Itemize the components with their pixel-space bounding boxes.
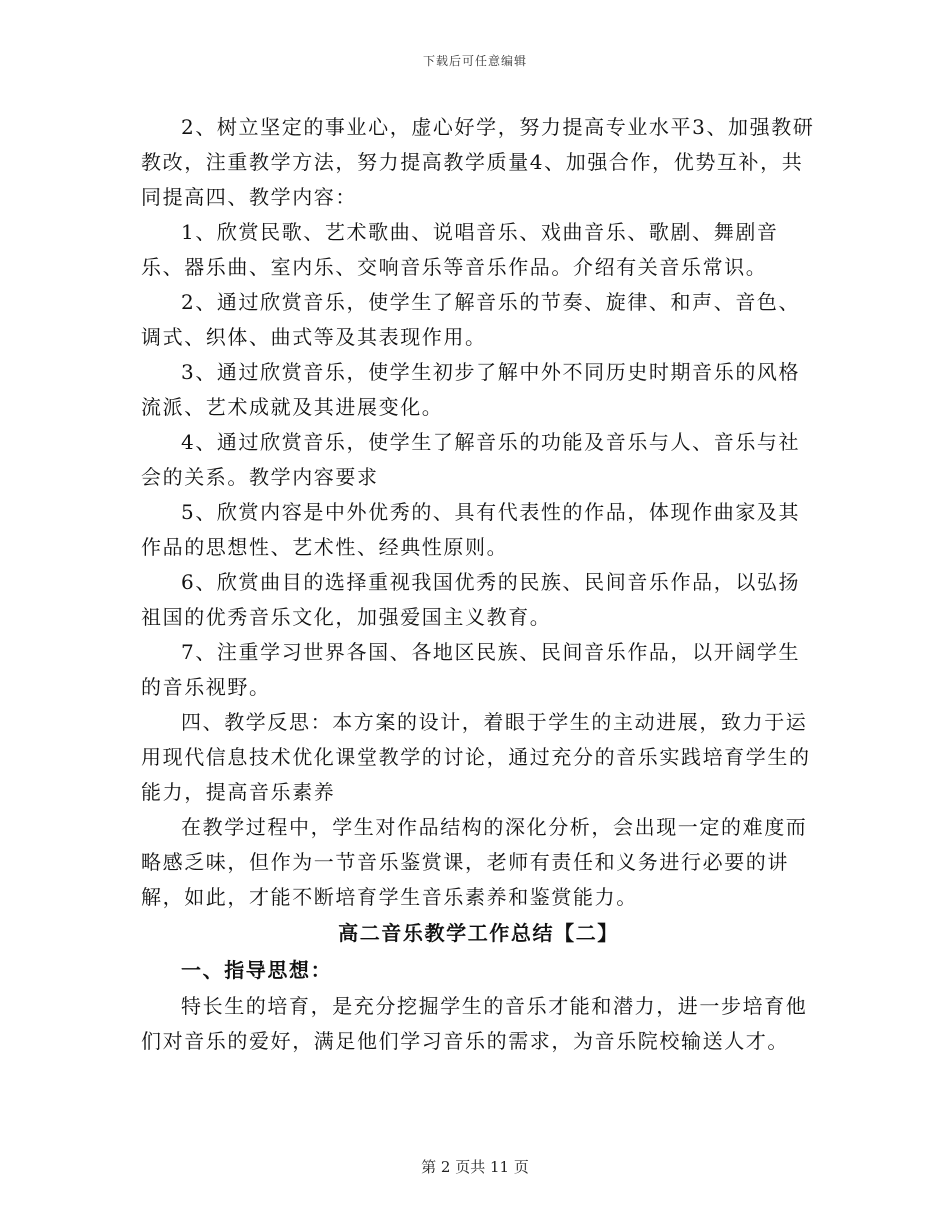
document-body (141, 110, 816, 1059)
sub-heading: 一、指导思想： (181, 958, 333, 982)
body-paragraph: 特长生的培育，是充分挖掘学生的音乐才能和潜力，进一步培育他们对音乐的爱好，满足他们学习音乐的需求，为音乐院校输送人才。 (141, 994, 808, 1053)
body-paragraph: 5、欣赏内容是中外优秀的、具有代表性的作品，体现作曲家及其作品的思想性、艺术性、经典性原则。 (141, 500, 801, 559)
body-paragraph: 2、树立坚定的事业心，虚心好学，努力提高专业水平3、加强教研教改，注重教学方法，努力提高教学质量4、加强合作，优势互补，共同提高四、教学内容： (141, 115, 815, 209)
body-paragraph: 7、注重学习世界各国、各地区民族、民间音乐作品，以开阔学生的音乐视野。 (141, 640, 801, 699)
body-paragraph: 4、通过欣赏音乐，使学生了解音乐的功能及音乐与人、音乐与社会的关系。教学内容要求 (141, 430, 801, 489)
body-paragraph: 2、通过欣赏音乐，使学生了解音乐的节奏、旋律、和声、音色、调式、织体、曲式等及其表现作用。 (141, 290, 801, 349)
body-paragraph: 1、欣赏民歌、艺术歌曲、说唱音乐、戏曲音乐、歌剧、舞剧音乐、器乐曲、室内乐、交响音乐等音乐作品。介绍有关音乐常识。 (141, 220, 779, 279)
body-paragraph: 四、教学反思：本方案的设计，着眼于学生的主动进展，致力于运用现代信息技术优化课堂教学的讨论，通过充分的音乐实践培育学生的能力，提高音乐素养 (141, 710, 811, 804)
page-header: 下载后可任意编辑 (422, 54, 527, 68)
body-paragraph: 在教学过程中，学生对作品结构的深化分析，会出现一定的难度而略感乏味，但作为一节音乐鉴赏课，老师有责任和义务进行必要的讲解，如此，才能不断培育学生音乐素养和鉴赏能力。 (141, 815, 808, 909)
body-paragraph: 3、通过欣赏音乐，使学生初步了解中外不同历史时期音乐的风格流派、艺术成就及其进展变化。 (141, 360, 801, 419)
body-paragraph: 6、欣赏曲目的选择重视我国优秀的民族、民间音乐作品，以弘扬祖国的优秀音乐文化，加强爱国主义教育。 (141, 570, 801, 629)
section-title: 高二音乐教学工作总结【二】 (338, 921, 619, 945)
page-footer: 第 2 页共 11 页 (421, 1158, 529, 1176)
